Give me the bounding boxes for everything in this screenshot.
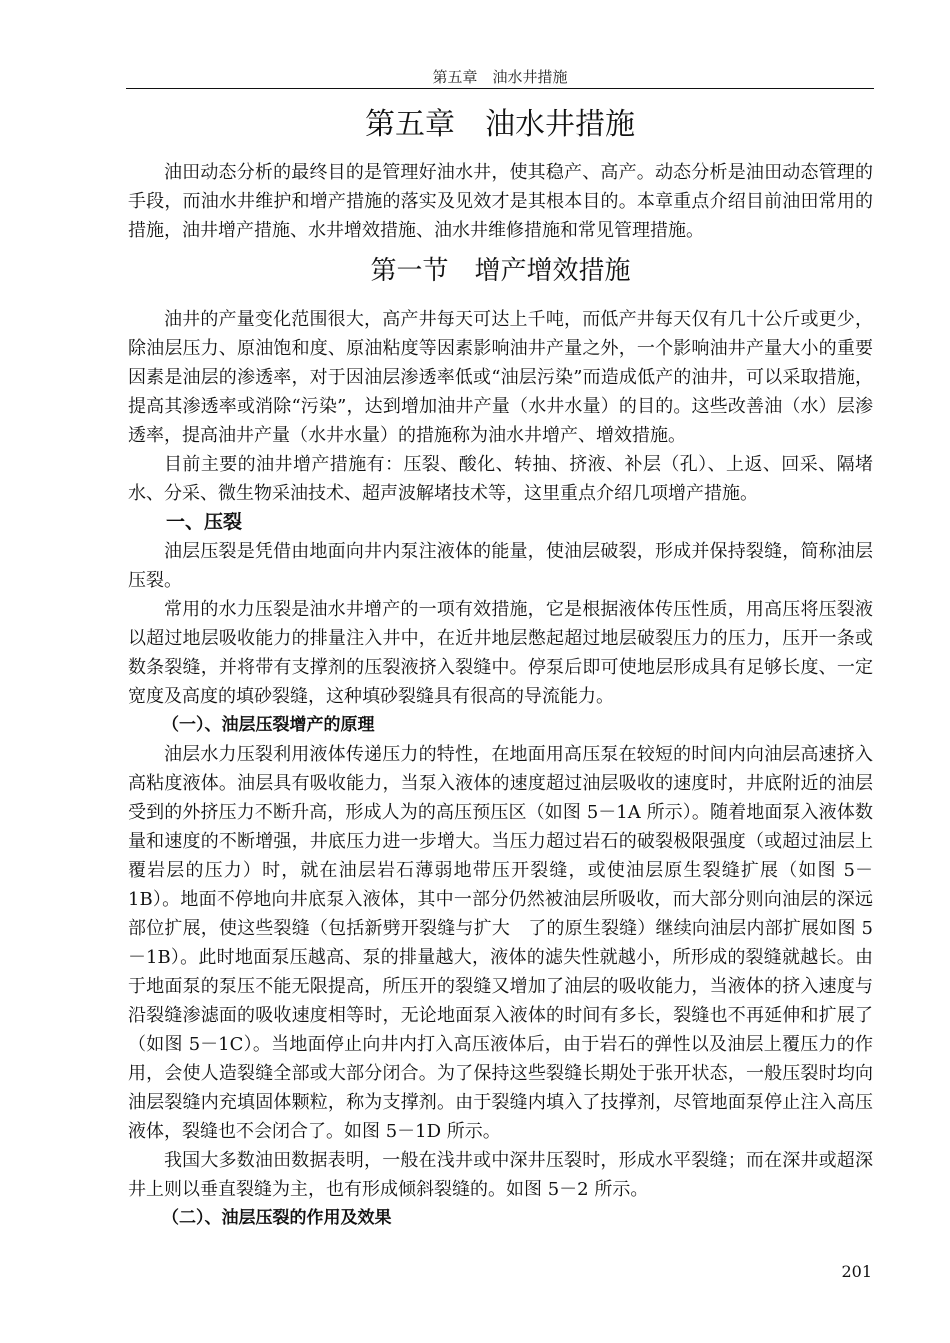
intro-paragraph: 油田动态分析的最终目的是管理好油水井，使其稳产、高产。动态分析是油田动态管理的手段，而油水井维护和增产措施的落实及见效才是其根本目的。本章重点介绍目前油田常用的措施，油井增产措施、水井增效措施、油水井维修措施和常见管理措施。 [128, 162, 873, 241]
subheading-principle: （一）、油层压裂增产的原理 [162, 715, 375, 735]
paragraph: 常用的水力压裂是油水井增产的一项有效措施，它是根据液体传压性质，用高压将压裂液以超过地层吸收能力的排量注入井中，在近井地层憋起超过地层破裂压力的压力，压开一条或数条裂缝，并将带有支撑剂的压裂液挤入裂缝中。停泵后即可使地层形成具有足够长度、一定宽度及高度的填砂裂缝，这种填砂裂缝具有很高的导流能力。 [128, 599, 873, 707]
section-title: 第一节 增产增效措施 [370, 256, 631, 286]
paragraph: 我国大多数油田数据表明，一般在浅井或中深井压裂时，形成水平裂缝；而在深井或超深井上则以垂直裂缝为主，也有形成倾斜裂缝的。如图 5－2 所示。 [128, 1150, 873, 1200]
main-content [128, 305, 873, 1233]
intro-block [128, 158, 873, 245]
paragraph: 油层压裂是凭借由地面向井内泵注液体的能量，使油层破裂，形成并保持裂缝，简称油层压裂。 [128, 541, 873, 591]
running-header: 第五章 油水井措施 [432, 68, 568, 86]
section-title-block [128, 252, 873, 290]
subheading-effects: （二）、油层压裂的作用及效果 [162, 1208, 392, 1228]
paragraph: 油层水力压裂利用液体传递压力的特性，在地面用高压泵在较短的时间内向油层高速挤入高粘度液体。油层具有吸收能力，当泵入液体的速度超过油层吸收的速度时，井底附近的油层受到的外挤压力不断升高，形成人为的高压预压区（如图 5－1A 所示）。随着地面泵入液体数量和速度的不断增强，井底压力进一步增大。当压力超过岩石的破裂极限强度（或超过油层上覆岩层的压力）时，就在油层岩石薄弱地带压开裂缝，或使油层原生裂缝扩展（如图 5－1B）。地面不停地向井底泵入液体，其中一部分仍然被油层所吸收，而大部分则向油层的深远部位扩展，使这些裂缝（包括新劈开裂缝与扩大 了的原生裂缝）继续向油层内部扩展如图 5－1B）。此时地面泵压越高、泵的排量越大，液体的滤失性就越小，所形成的裂缝就越长。由于地面泵的泵压不能无限提高，所压开的裂缝又增加了油层的吸收能力，当液体的挤入速度与沿裂缝渗滤面的吸收速度相等时，无论地面泵入液体的时间有多长，裂缝也不再延伸和扩展了（如图 5－1C）。当地面停止向井内打入高压液体后，由于岩石的弹性以及油层上覆压力的作用，会使人造裂缝全部或大部分闭合。为了保持这些裂缝长期处于张开状态，一般压裂时均向油层裂缝内充填固体颗粒，称为支撑剂。由于裂缝内填入了技撑剂，尽管地面泵停止注入高压液体，裂缝也不会闭合了。如图 5－1D 所示。 [128, 744, 873, 1142]
heading-fracturing: 一、压裂 [166, 511, 243, 533]
paragraph: 油井的产量变化范围很大，高产井每天可达上千吨，而低产井每天仅有几十公斤或更少，除油层压力、原油饱和度、原油粘度等因素影响油井产量之外，一个影响油井产量大小的重要因素是油层的渗透率，对于因油层渗透率低或“油层污染”而造成低产的油井，可以采取措施，提高其渗透率或消除“污染”，达到增加油井产量（水井水量）的目的。这些改善油（水）层渗透率，提高油井产量（水井水量）的措施称为油水井增产、增效措施。 [128, 309, 873, 446]
page-number: 201 [841, 1262, 872, 1281]
chapter-title: 第五章 油水井措施 [365, 107, 635, 142]
header-divider [126, 88, 874, 89]
paragraph: 目前主要的油井增产措施有：压裂、酸化、转抽、挤液、补层（孔）、上返、回采、隔堵水、分采、微生物采油技术、超声波解堵技术等，这里重点介绍几项增产措施。 [128, 454, 873, 504]
